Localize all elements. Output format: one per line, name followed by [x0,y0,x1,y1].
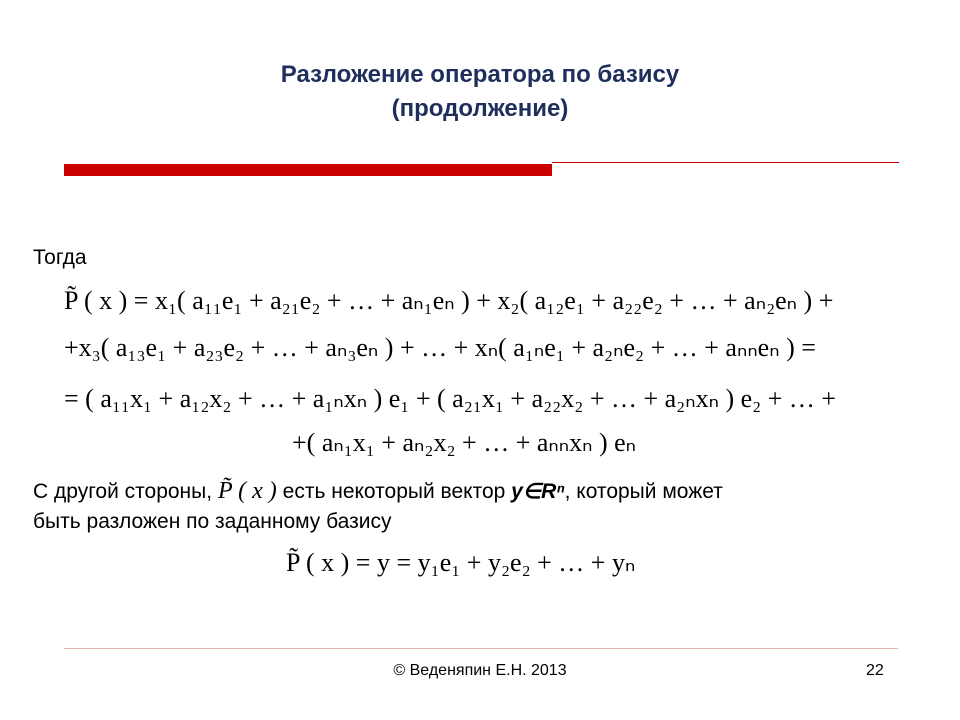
paragraph-before: С другой стороны, [33,480,213,503]
paragraph-after: , который может [564,480,723,503]
title-line-1: Разложение оператора по базису [280,61,680,88]
title-line-2: (продолжение) [391,95,569,122]
inline-formula: P̃ ( x ) [217,478,277,504]
equation-2: +x₃( a₁₃e₁ + a₂₃e₂ + … + aₙ₃eₙ ) + … + xₙ( a₁ₙe₁ + a₂ₙe₂ + … + aₙₙeₙ ) = [64,333,816,362]
footer-copyright: © Веденяпин Е.Н. 2013 [393,662,567,679]
intro-text: Тогда [33,246,87,269]
vector-symbol: y∈Rⁿ [511,480,565,503]
equation-3: = ( a₁₁x₁ + a₁₂x₂ + … + a₁ₙxₙ ) e₁ + ( a₂₁x₁ + a₂₂x₂ + … + a₂ₙxₙ ) e₂ + … + [64,384,837,413]
page-number: 22 [866,662,884,679]
accent-bar [64,164,552,176]
paragraph-line-1 [33,476,933,507]
slide-title [0,58,960,126]
paragraph-line-2: быть разложен по заданному базису [33,510,392,533]
equation-5: P̃ ( x ) = y = y₁e₁ + y₂e₂ + … + yₙ [286,548,636,577]
footer-divider [64,648,898,649]
paragraph-middle: есть некоторый вектор [282,480,506,503]
equation-1: P̃ ( x ) = x₁( a₁₁e₁ + a₂₁e₂ + … + aₙ₁eₙ ) + x₂( a₁₂e₁ + a₂₂e₂ + … + aₙ₂eₙ ) + [64,286,834,315]
accent-line [552,162,899,163]
paragraph [33,476,933,537]
equation-4: +( aₙ₁x₁ + aₙ₂x₂ + … + aₙₙxₙ ) eₙ [292,428,637,457]
